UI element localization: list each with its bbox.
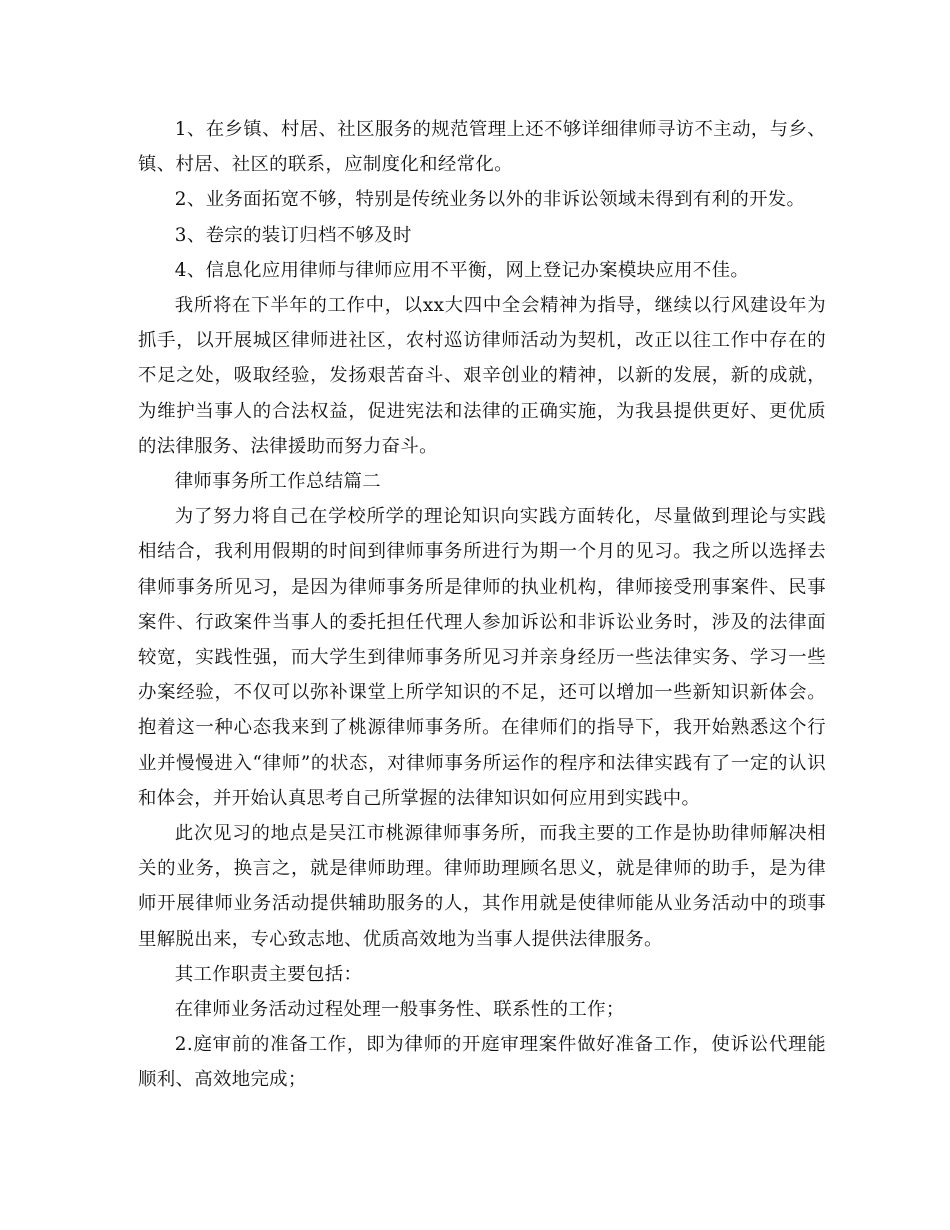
paragraph-problem-1: 1、在乡镇、村居、社区服务的规范管理上还不够详细律师寻访不主动，与乡、镇、村居、社区的联系，应制度化和经常化。 — [138, 119, 826, 176]
paragraph-internship-intro: 为了努力将自己在学校所学的理论知识向实践方面转化，尽量做到理论与实践相结合，我利用假期的时间到律师事务所进行为期一个月的见习。我之所以选择去律师事务所见习，是因为律师事务所是律师的执业机构，律师接受刑事案件、民事案件、行政案件当事人的委托担任代理人参加诉讼和非诉讼业务时，涉及的法律面较宽，实践性强，而大学生到律师事务所见习并亲身经历一些法律实务、学习一些办案经验，不仅可以弥补课堂上所学知识的不足，还可以增加一些新知识新体会。抱着这一种心态我来到了桃源律师事务所。在律师们的指导下，我开始熟悉这个行业并慢慢进入“律师”的状态，对律师事务所运作的程序和法律实践有了一定的认识和体会，并开始认真思考自己所掌握的法律知识如何应用到实践中。 — [138, 506, 826, 809]
paragraph-problem-4: 4、信息化应用律师与律师应用不平衡，网上登记办案模块应用不佳。 — [174, 259, 750, 281]
section-heading: 律师事务所工作总结篇二 — [174, 471, 381, 493]
paragraph-plan: 我所将在下半年的工作中，以xx大四中全会精神为指导，继续以行风建设年为抓手，以开展城区律师进社区，农村巡访律师活动为契机，改正以往工作中存在的不足之处，吸取经验，发扬艰苦奋斗、艰辛创业的精神，以新的发展，新的成就，为维护当事人的合法权益，促进宪法和法律的正确实施，为我县提供更好、更优质的法律服务、法律援助而努力奋斗。 — [138, 295, 826, 457]
paragraph-duty-1: 在律师业务活动过程处理一般事务性、联系性的工作； — [174, 999, 625, 1021]
document-body — [138, 112, 826, 1098]
paragraph-internship-location: 此次见习的地点是吴江市桃源律师事务所，而我主要的工作是协助律师解决相关的业务，换言之，就是律师助理。律师助理顾名思义，就是律师的助手，是为律师开展律师业务活动提供辅助服务的人，其作用就是使律师能从业务活动中的琐事里解脱出来，专心致志地、优质高效地为当事人提供法律服务。 — [138, 823, 826, 950]
paragraph-duty-2: 2.庭审前的准备工作，即为律师的开庭审理案件做好准备工作，使诉讼代理能顺利、高效地完成； — [138, 1034, 826, 1091]
paragraph-problem-2: 2、业务面拓宽不够，特别是传统业务以外的非诉讼领域未得到有利的开发。 — [174, 189, 806, 211]
paragraph-problem-3: 3、卷宗的装订归档不够及时 — [174, 224, 412, 246]
paragraph-duties-heading: 其工作职责主要包括： — [174, 963, 363, 985]
